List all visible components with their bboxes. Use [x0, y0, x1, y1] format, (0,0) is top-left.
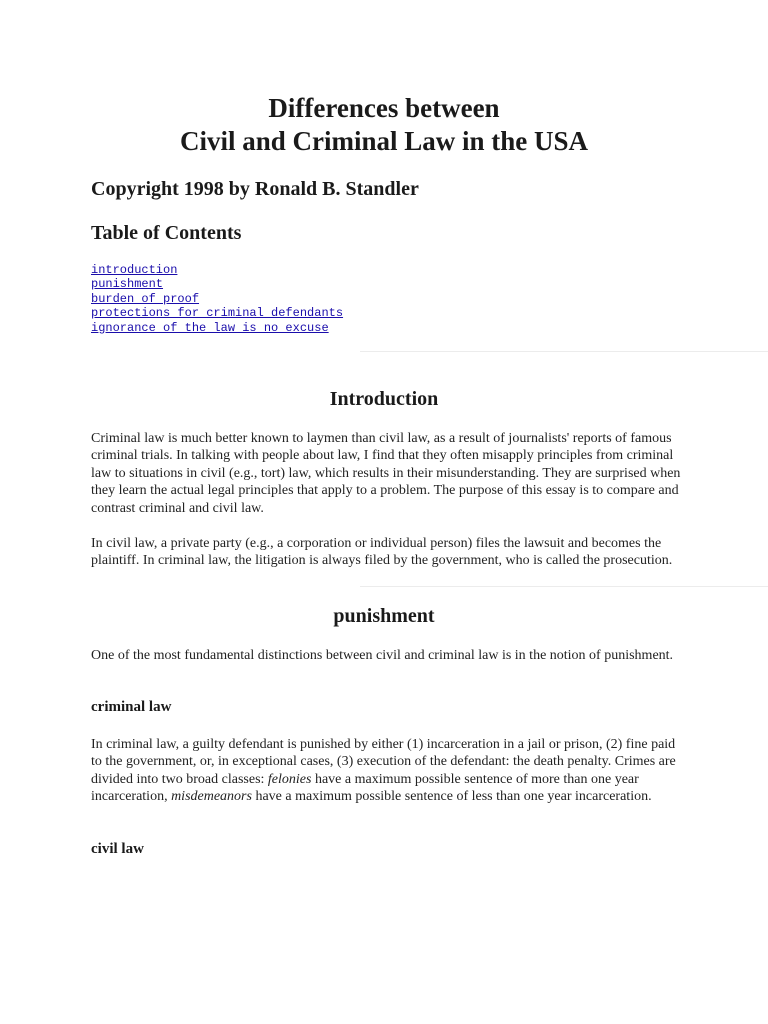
term-felonies: felonies: [267, 771, 312, 787]
criminal-text-part-3: have a maximum possible sentence of less than one year incarceration.: [251, 789, 652, 805]
criminal-text-part-1: In criminal law, a guilty defendant is punished by either (1) incarceration in a jail or prison, (2) fine paid to the government, or, in exceptional cases, (3) execution of the defendant: the death penalty. Crimes are divided into two broad classes:: [91, 737, 676, 787]
term-misdemeanors: misdemeanors: [171, 789, 252, 805]
toc-link-protections[interactable]: protections for criminal defendants: [91, 306, 344, 321]
table-of-contents: [91, 263, 343, 335]
subheading-criminal-law: criminal law: [91, 699, 172, 715]
section-heading-punishment: punishment: [333, 605, 435, 627]
divider: [360, 586, 768, 587]
title-line-1: Differences between: [268, 93, 500, 123]
intro-paragraph-1: Criminal law is much better known to laymen than civil law, as a result of journalists' reports of famous criminal trials. In talking with people about law, I find that they often misapply principles from criminal law to situations in civil (e.g., tort) law, which results in their misunderstanding. They are surprised when they learn the actual legal principles that apply to a problem. The purpose of this essay is to compare and contrast criminal and civil law.: [91, 431, 681, 516]
toc-link-punishment[interactable]: punishment: [91, 277, 164, 292]
title-line-2: Civil and Criminal Law in the USA: [179, 126, 589, 156]
section-heading-introduction: Introduction: [329, 388, 439, 410]
toc-link-burden-of-proof[interactable]: burden of proof: [91, 291, 200, 306]
toc-heading: Table of Contents: [91, 222, 242, 244]
document-title: [0, 92, 768, 158]
toc-link-introduction[interactable]: introduction: [91, 263, 178, 277]
criminal-text-part-2: have a maximum possible sentence of more than one year incarceration,: [91, 771, 639, 805]
divider: [360, 351, 768, 352]
intro-paragraph-2: In civil law, a private party (e.g., a corporation or individual person) files the lawsuit and becomes the plaintiff. In criminal law, the litigation is always filed by the government, who is called the prosecution.: [91, 536, 673, 569]
toc-link-ignorance[interactable]: ignorance of the law is no excuse: [91, 320, 329, 335]
copyright-heading: Copyright 1998 by Ronald B. Standler: [91, 178, 419, 200]
subheading-civil-law: civil law: [91, 841, 144, 857]
punishment-paragraph-1: One of the most fundamental distinctions between civil and criminal law is in the notion of punishment.: [91, 648, 674, 663]
criminal-law-paragraph: [91, 736, 681, 806]
